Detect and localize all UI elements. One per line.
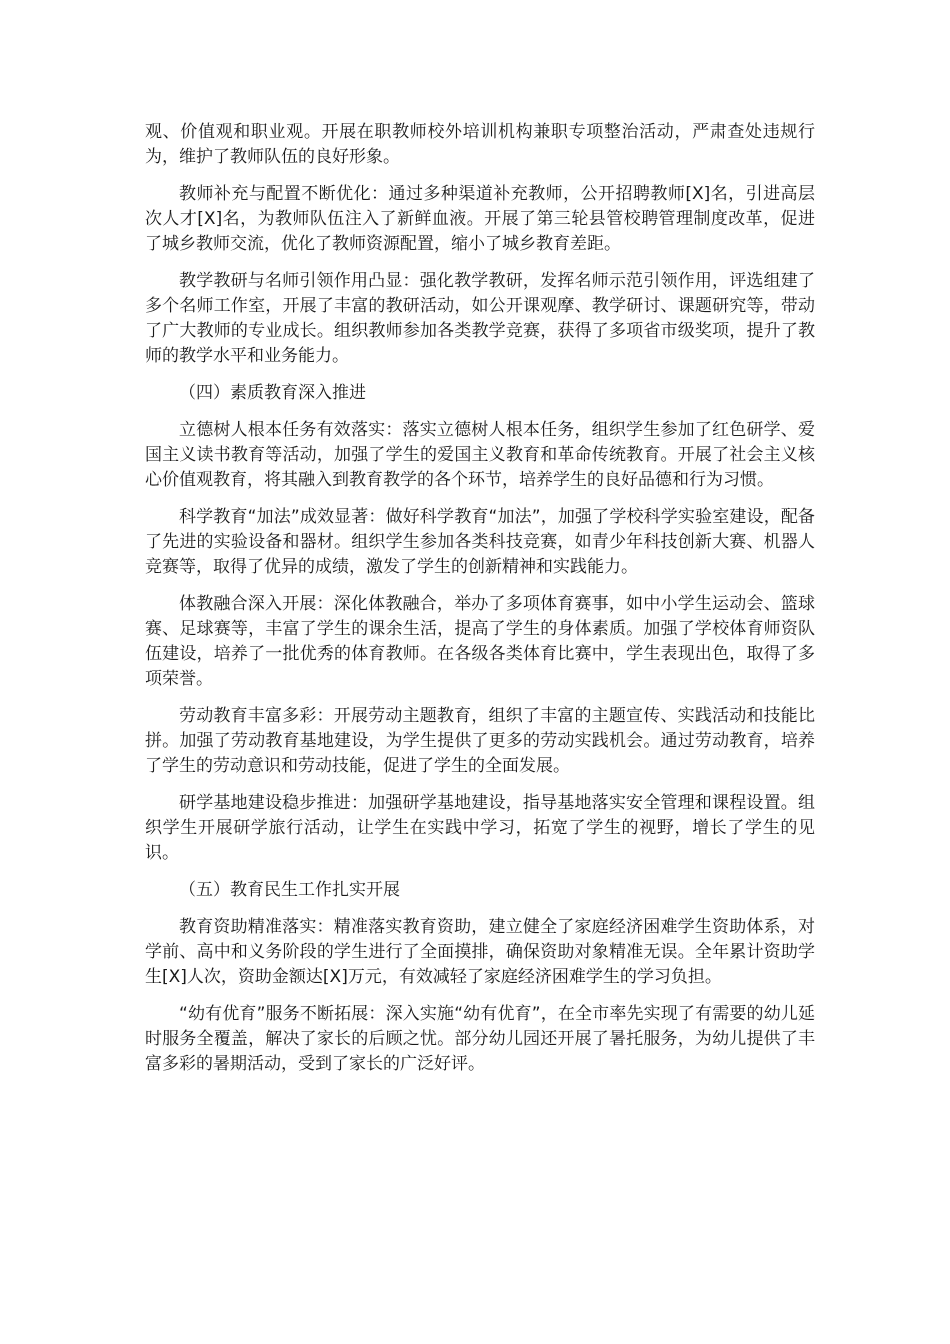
paragraph-childcare-service: “幼有优育”服务不断拓展：深入实施“幼有优育”，在全市率先实现了有需要的幼儿延时服务全覆盖，解决了家长的后顾之忧。部分幼儿园还开展了暑托服务，为幼儿提供了丰富多彩的暑期活动，受到了家长的广泛好评。 bbox=[145, 1004, 815, 1074]
section-heading-4: （四）素质教育深入推进 bbox=[179, 383, 366, 403]
paragraph-education-aid: 教育资助精准落实：精准落实教育资助，建立健全了家庭经济困难学生资助体系，对学前、高中和义务阶段的学生进行了全面摸排，确保资助对象精准无误。全年累计资助学生[X]人次，资助金额达[X]万元，有效减轻了家庭经济困难学生的学习负担。 bbox=[145, 917, 815, 987]
paragraph-continuation: 观、价值观和职业观。开展在职教师校外培训机构兼职专项整治活动，严肃查处违规行为，维护了教师队伍的良好形象。 bbox=[145, 122, 815, 167]
paragraph-teaching-research: 教学教研与名师引领作用凸显：强化教学教研，发挥名师示范引领作用，评选组建了多个名师工作室，开展了丰富的教研活动，如公开课观摩、教学研讨、课题研究等，带动了广大教师的专业成长。组织教师参加各类教学竞赛，获得了多项省市级奖项，提升了教师的教学水平和业务能力。 bbox=[145, 271, 815, 366]
paragraph-sports-education: 体教融合深入开展：深化体教融合，举办了多项体育赛事，如中小学生运动会、篮球赛、足球赛等，丰富了学生的课余生活，提高了学生的身体素质。加强了学校体育师资队伍建设，培养了一批优秀的体育教师。在各级各类体育比赛中，学生表现出色，取得了多项荣誉。 bbox=[145, 594, 815, 689]
paragraph-study-base: 研学基地建设稳步推进：加强研学基地建设，指导基地落实安全管理和课程设置。组织学生开展研学旅行活动，让学生在实践中学习，拓宽了学生的视野，增长了学生的见识。 bbox=[145, 793, 815, 863]
paragraph-science-education: 科学教育“加法”成效显著：做好科学教育“加法”，加强了学校科学实验室建设，配备了先进的实验设备和器材。组织学生参加各类科技竞赛，如青少年科技创新大赛、机器人竞赛等，取得了优异的成绩，激发了学生的创新精神和实践能力。 bbox=[145, 507, 815, 577]
document-body bbox=[145, 120, 815, 1089]
paragraph-labor-education: 劳动教育丰富多彩：开展劳动主题教育，组织了丰富的主题宣传、实践活动和技能比拼。加强了劳动教育基地建设，为学生提供了更多的劳动实践机会。通过劳动教育，培养了学生的劳动意识和劳动技能，促进了学生的全面发展。 bbox=[145, 706, 815, 776]
section-heading-5: （五）教育民生工作扎实开展 bbox=[179, 880, 400, 900]
paragraph-moral-education: 立德树人根本任务有效落实：落实立德树人根本任务，组织学生参加了红色研学、爱国主义读书教育等活动，加强了学生的爱国主义教育和革命传统教育。开展了社会主义核心价值观教育，将其融入到教育教学的各个环节，培养学生的良好品德和行为习惯。 bbox=[145, 420, 815, 490]
paragraph-teacher-supply: 教师补充与配置不断优化：通过多种渠道补充教师，公开招聘教师[X]名，引进高层次人才[X]名，为教师队伍注入了新鲜血液。开展了第三轮县管校聘管理制度改革，促进了城乡教师交流，优化了教师资源配置，缩小了城乡教育差距。 bbox=[145, 184, 815, 254]
